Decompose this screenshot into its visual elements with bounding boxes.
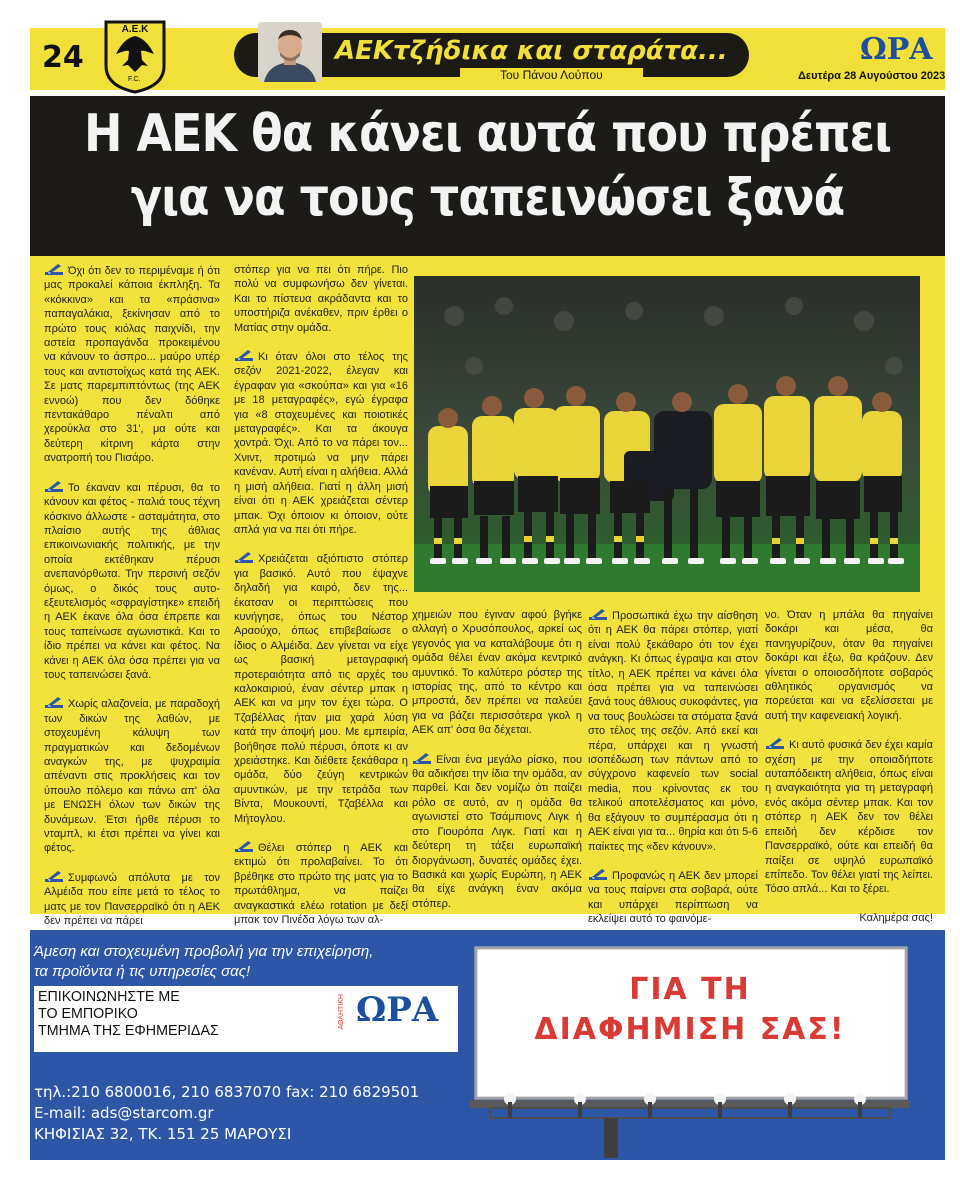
aek-badge-sub: F.C. [128,76,141,83]
pen-icon [234,840,254,853]
paragraph: στόπερ για να πει ότι πήρε. Πιο πολύ να συμφωνήσω δεν γίνεται. Και το πίστευα ακράδαντα και το υποστήριζα ανέκαθεν, πριν έρθει ο Ματίας στην ομάδα. [234,264,408,334]
ad-tagline: Άμεση και στοχευμένη προβολή για την επιχείρηση, τα προϊόντα ή τις υπηρεσίες σας! [34,943,374,980]
pen-icon [44,696,64,709]
pen-icon [44,870,64,883]
ad-address: ΚΗΦΙΣΙΑΣ 32, ΤΚ. 151 25 ΜΑΡΟΥΣΙ [34,1125,292,1143]
article-column-1 [44,263,220,942]
billboard-line-2: ΔΙΑΦΗΜΙΣΗ ΣΑΣ! [534,1012,846,1047]
paragraph: Χωρίς αλαζονεία, με παραδοχή των δικών της λαθών, με στοχευμένη κάλυψη των πραγματικών και δεδομένων αναγκών της, με ψυχραιμία απέναντι στις προκλήσεις και τον ύπουλο πόλεμο και πάνω απ' όλα με ΕΝΩΣΗ όλων των δικών της δυνάμεων. Έτσι ήρθε πέρυσι το νταμπλ, κι έτσι πρέπει να γίνει και φέτος. [44,698,220,855]
ad-logo: ΩΡΑ [356,990,439,1030]
issue-date: Δευτέρα 28 Αυγούστου 2023 [798,70,946,82]
page-number: 24 [42,40,84,75]
article-column-2 [234,263,408,941]
article-column-5 [765,608,933,939]
pen-icon [412,752,432,765]
pen-icon [588,608,608,621]
paragraph: Κι όταν όλοι στο τέλος της σεζόν 2021-2022, έλεγαν και έγραφαν για «σκούπα» και για «16 με 18 μεταγραφές», εγώ έγραφα για «8 στοχευμένες και ποιοτικές μεταγραφές». Και τα άκουγα χοντρά. Όχι. Από το να πάρει τον... Χνιντ, προτιμώ να μην πάρει κανέναν. Αυτή είναι η αλήθεια. Αλλά η μισή αλήθεια. Γιατί η άλλη μισή είναι ότι η ΑΕΚ χρειάζεται σέντερ μπακ. Όχι όποιον κι όποιον, ούτε απλά για να πει ότι πήρε. [234,351,408,536]
paragraph: Κι αυτό φυσικά δεν έχει καμία σχέση με την οποιαδήποτε αυταπόδεικτη αλήθεια, όπως είναι η αναγκαιότητα για τη μεταγραφή ενός ακόμα σέντερ μπακ. Και τον στόπερ η ΑΕΚ δεν τον θέλει επειδή δεν κέρδισε τον Πανσερραϊκό, ούτε και επειδή θα παίξει σε υψηλό ευρωπαϊκό επίπεδο. Τον θέλει γιατί της λείπει. Τόσο απλά... Και το ξέρει. [765,739,933,896]
paragraph: Προφανώς η ΑΕΚ δεν μπορεί να τους παίρνει στα σοβαρά, ούτε και υπάρχει περίπτωση να εκλείψει αυτό το φαινόμε- [588,869,758,926]
ad-contact-details [34,1082,419,1145]
paragraph: Χρειάζεται αξιόπιστο στόπερ για βασικό. Αυτό που έψαχνε δηλαδή για καιρό, δεν της... έκατσαν οι περιπτώσεις που κυνήγησε, όπως του Νέστορ Αραούχο, όπως επιβεβαίωσε ο ίδιος ο Αλμέιδα. Δεν γίνεται να είχε ως βασική μεταγραφική προτεραιότητα από τις αρχές του καλοκαιριού, έναν σέντερ μπακ η ΑΕΚ και να μην τον έχει τώρα. Ο Τζαβέλλας ήταν μια χαρά λύση κατά την άποψή μου. Με εμπειρία, βοήθησε πολύ πέρυσι, όποτε κι αν χρειάστηκε. Και διέθετε ξεκάθαρα η ομάδα, δύο ζεύγη κεντρικών αμυντικών, με την τετράδα των Βίντα, Μουκουντί, Τζαβέλλα και Μήτογλου. [234,553,408,825]
ad-logo-side-text: ΑΘΛΗΤΙΚΗ [338,994,345,1030]
article-column-4 [588,608,758,941]
paragraph: Είναι ένα μεγάλο ρίσκο, που θα αδικήσει την ίδια την ομάδα, αν παρθεί. Και δεν νομίζω ότι παίζει ρόλο σε αυτό, αν η ομάδα θα αγωνιστεί στο Τσάμπιονς Λιγκ ή στο Γιουρόπα Λιγκ. Γιατί και η δεύτερη τη τάξει ευρωπαϊκή διοργάνωση, δυνατές ομάδες έχει. Βασικά και χωρίς Ευρώπη, η ΑΕΚ θα είχε ανάγκη έναν ακόμα στόπερ. [412,753,582,910]
newspaper-logo: ΩΡΑ [860,32,933,67]
author-portrait [258,22,322,82]
pen-icon [234,349,254,362]
paragraph: Προσωπικά έχω την αίσθηση ότι η ΑΕΚ θα πάρει στόπερ, γιατί είναι πολύ ξεκάθαρο ότι τον έχει ανάγκη. Κι όπως έγραψα και στον τίτλο, η ΑΕΚ πρέπει να κάνει όλα όσα πρέπει για να ταπεινώσει ξανά τους άθλιους συκοφάντες, για να τους βουλώσει τα στόματα ξανά στο τέλος της σεζόν. Από εκεί και πέρα, υπάρχει και η γνωστή ισοπέδωση των πάντων από το σύγχρονο καφενείο των social media, που κρίνοντας εκ του τελικού αποτελέσματος και μόνο, θα εξάγουν το συμπέρασμα ότι η ΑΕΚ είναι για τα... θηρία και ότι 5-6 παίκτες της «δεν κάνουν». [588,610,758,853]
billboard-line-1: ΓΙΑ ΤΗ [629,972,751,1007]
column-author: Του Πάνου Λούπου [460,68,643,82]
pen-icon [44,480,64,493]
paragraph: Συμφωνώ απόλυτα με τον Αλμέιδα που είπε μετά το τέλος το ματς με τον Πανσερραϊκό ότι η ΑΕΚ δεν πρέπει να πάρει [44,871,220,928]
pen-icon [765,737,785,750]
sign-off: Καλημέρα σας! [859,911,933,924]
pen-icon [44,263,64,276]
team-huddle-photo [414,276,920,592]
paragraph: Όχι ότι δεν το περιμέναμε ή ότι μας προκαλεί κάποια έκπληξη. Τα «κόκκινα» και τα «πράσινα» παπαγαλάκια, ξεκίνησαν από το πρώτο τους κιόλας παιχνίδι, την αστεία προπαγάνδα προκειμένου να κάνουν το άσπρο... μαύρο υπέρ τους και αντιστοίχως κατά της ΑΕΚ. Σε ματς παρεμπιπτόντως (της ΑΕΚ εννοώ) που δεν δόθηκε πεντακάθαρο πέναλτι από χερούκλα στο 31', μα ούτε και δεύτερη κίτρινη κάρτα στην ανατροπή του Πισάρο. [44,265,220,465]
column-title: ΑΕΚτζήδικα και σταράτα... [335,36,728,66]
paragraph: Το έκαναν και πέρυσι, θα το κάνουν και φέτος - παλιά τους τέχνη κόσκινο άλλωστε - ασταμάτητα, στο πλαίσιο αυτής της άθλιας επικοινωνιακής πολιτικής, με την οποία εκτέθηκαν πέρυσι ανεπανόρθωτα. Την περσινή σεζόν όμως, ο δικός τους αυτο-εξευτελισμός «σφραγίστηκε» επειδή η ΑΕΚ έκανε όλα όσα έπρεπε και τους ταπείνωσε αγωνιστικά. Και το ίδιο πρέπει να κάνει και φέτος. Να κάνει η ΑΕΚ όλα όσα πρέπει για να τους ταπεινώσει ξανά. [44,481,220,681]
pen-icon [588,868,608,881]
ad-email: E-mail: ads@starcom.gr [34,1104,214,1122]
pen-icon [234,551,254,564]
headline-line-2: για να τους ταπεινώσει ξανά [130,166,845,228]
ad-phones: τηλ.:210 6800016, 210 6837070 fax: 210 6829501 [34,1083,420,1101]
paragraph: Θέλει στόπερ η ΑΕΚ και εκτιμώ ότι προλαβαίνει. Το ότι βρέθηκε στο πρώτο της ματς για το πρωτάθλημα, να παίζει αναγκαστικά ελέω rotation με δεξί μπακ τον Πινέδα λόγω των αλ- [234,842,408,927]
headline-line-1: Η ΑΕΚ θα κάνει αυτά που πρέπει [83,102,892,164]
article-column-3 [412,608,582,925]
aek-badge-text: Α.Ε.Κ [121,24,149,35]
paragraph: νο. Όταν η μπάλα θα πηγαίνει δοκάρι και μέσα, θα πανηγυρίζουν, όταν θα πηγαίνει δοκάρι και έξω, θα κράζουν. Δεν γίνεται ο οποιοσδήποτε σοβαρός αθλητικός οργανισμός να πορεύεται και να εξελίσσεται με αυτή την καφενειακή λογική. [765,609,933,722]
paragraph: χημειών που έγιναν αφού βγήκε αλλαγή ο Χρυσόπουλος, αρκεί ως γεγονός για να καταλάβουμε ότι η ομάδα θέλει έναν ακόμα κεντρικό αμυντικό. Το καλύτερο ρόστερ της ιστορίας της, από το κέντρο και μπροστά, δεν πρέπει να παλεύει για να βάζει περισσότερα γκολ η ΑΕΚ απ' όσα θα δέχεται. [412,609,582,737]
ad-contact-text: ΕΠΙΚΟΙΝΩΝΗΣΤΕ ΜΕ ΤΟ ΕΜΠΟΡΙΚΟ ΤΜΗΜΑ ΤΗΣ ΕΦΗΜΕΡΙΔΑΣ [38,988,219,1039]
